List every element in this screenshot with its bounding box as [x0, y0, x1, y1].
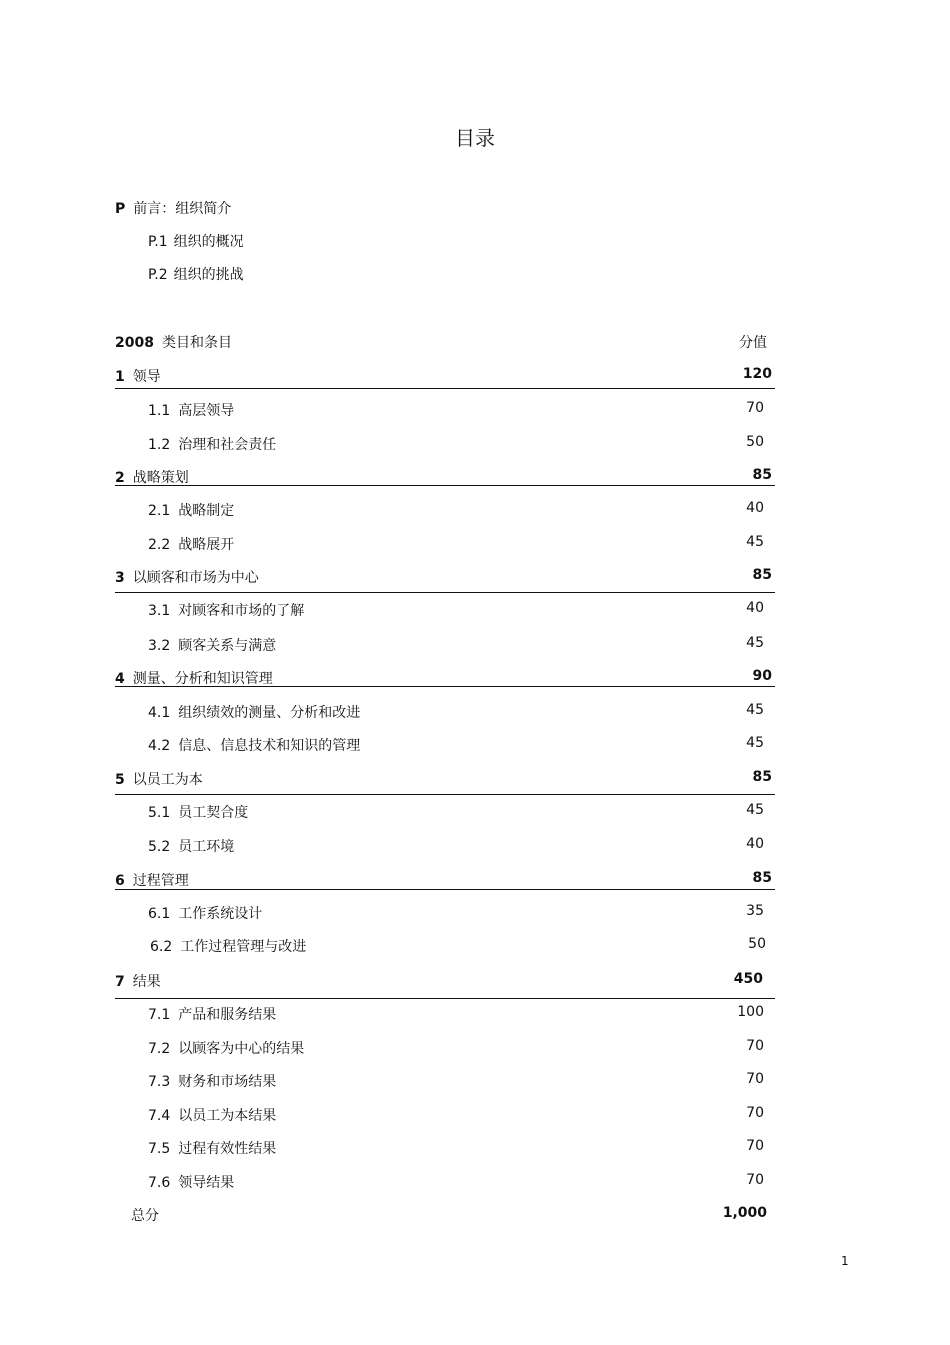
item-number: 4.1: [148, 705, 171, 721]
category-row: [115, 467, 775, 487]
item-number: 7.4: [148, 1108, 171, 1124]
item-text: 战略展开: [178, 537, 235, 553]
header-year: 2008: [115, 335, 154, 351]
item-text: 工作系统设计: [178, 906, 263, 922]
item-row: [148, 635, 768, 655]
category-divider: [115, 485, 775, 486]
item-row: [148, 534, 768, 554]
category-score: 90: [752, 668, 772, 684]
item-number: 2.1: [148, 503, 171, 519]
item-number: 6.2: [150, 939, 173, 955]
item-score: 50: [748, 936, 766, 952]
item-score: 70: [746, 1105, 764, 1121]
item-text: 产品和服务结果: [178, 1007, 277, 1023]
item-score: 45: [746, 735, 764, 751]
item-number: 7.2: [148, 1041, 171, 1057]
preface-item-number: P.2: [148, 267, 168, 283]
item-row: [148, 735, 768, 755]
category-divider: [115, 592, 775, 593]
item-text: 以员工为本结果: [178, 1108, 277, 1124]
preface-label: P: [115, 201, 126, 217]
item-row: [148, 1071, 768, 1091]
item-score: 40: [746, 600, 764, 616]
item-score: 70: [746, 1172, 764, 1188]
preface-item-text: 组织的概况: [173, 234, 244, 250]
item-text: 员工环境: [178, 839, 235, 855]
item-text: 顾客关系与满意: [178, 638, 277, 654]
item-row: [148, 1004, 768, 1024]
item-score: 35: [746, 903, 764, 919]
category-score: 85: [752, 567, 772, 583]
item-number: 5.2: [148, 839, 171, 855]
category-number: 4: [115, 671, 125, 687]
category-text: 结果: [132, 974, 161, 990]
preface-item: [148, 264, 244, 284]
preface-text: 前言：组织简介: [133, 201, 232, 217]
item-number: 2.2: [148, 537, 171, 553]
item-text: 过程有效性结果: [178, 1141, 277, 1157]
item-text: 治理和社会责任: [178, 437, 277, 453]
item-row: [148, 836, 768, 856]
item-number: 6.1: [148, 906, 171, 922]
item-text: 战略制定: [178, 503, 235, 519]
category-number: 7: [115, 974, 125, 990]
category-row: [115, 366, 775, 386]
item-row: [148, 600, 768, 620]
category-row: [115, 870, 775, 890]
category-text: 领导: [132, 369, 161, 385]
category-score: 85: [752, 870, 772, 886]
item-number: 3.1: [148, 603, 171, 619]
preface-item: [148, 231, 244, 251]
preface-item-number: P.1: [148, 234, 168, 250]
item-row: [148, 1172, 768, 1192]
item-row: [148, 1038, 768, 1058]
item-row: [148, 434, 768, 454]
category-divider: [115, 686, 775, 687]
item-number: 4.2: [148, 738, 171, 754]
category-divider: [115, 388, 775, 389]
item-row: [148, 802, 768, 822]
item-score: 70: [746, 1138, 764, 1154]
table-header: [115, 332, 775, 352]
category-text: 过程管理: [132, 873, 189, 889]
category-number: 5: [115, 772, 125, 788]
item-score: 70: [746, 400, 764, 416]
item-score: 40: [746, 836, 764, 852]
category-divider: [115, 889, 775, 890]
item-number: 5.1: [148, 805, 171, 821]
item-number: 3.2: [148, 638, 171, 654]
category-score: 85: [752, 769, 772, 785]
page-title: 目录: [455, 126, 495, 150]
total-score: 1,000: [722, 1205, 767, 1221]
total-text: 总分: [131, 1208, 159, 1224]
item-text: 高层领导: [178, 403, 235, 419]
item-number: 7.1: [148, 1007, 171, 1023]
category-row: [115, 567, 775, 587]
item-row: [150, 936, 770, 956]
item-text: 领导结果: [178, 1175, 235, 1191]
item-text: 对顾客和市场的了解: [178, 603, 305, 619]
category-text: 以顾客和市场为中心: [132, 570, 259, 586]
category-divider: [115, 794, 775, 795]
item-score: 45: [746, 534, 764, 550]
item-text: 以顾客为中心的结果: [178, 1041, 305, 1057]
item-text: 员工契合度: [178, 805, 249, 821]
category-number: 1: [115, 369, 125, 385]
item-score: 100: [737, 1004, 764, 1020]
category-divider: [115, 998, 775, 999]
page-number: 1: [841, 1254, 849, 1268]
category-score: 85: [752, 467, 772, 483]
item-number: 1.2: [148, 437, 171, 453]
item-text: 信息、信息技术和知识的管理: [178, 738, 361, 754]
item-row: [148, 1105, 768, 1125]
header-text: 类目和条目: [161, 335, 232, 351]
category-text: 战略策划: [132, 470, 189, 486]
item-score: 70: [746, 1071, 764, 1087]
item-score: 40: [746, 500, 764, 516]
category-row: [115, 668, 775, 688]
category-row: [115, 971, 775, 991]
preface-item-text: 组织的挑战: [173, 267, 244, 283]
item-row: [148, 1138, 768, 1158]
item-score: 45: [746, 702, 764, 718]
category-text: 测量、分析和知识管理: [132, 671, 273, 687]
category-text: 以员工为本: [132, 772, 203, 788]
item-text: 财务和市场结果: [178, 1074, 277, 1090]
item-row: [148, 903, 768, 923]
item-score: 45: [746, 802, 764, 818]
preface-heading: [115, 198, 231, 218]
item-row: [148, 702, 768, 722]
category-number: 6: [115, 873, 125, 889]
item-number: 7.3: [148, 1074, 171, 1090]
item-number: 7.5: [148, 1141, 171, 1157]
item-score: 70: [746, 1038, 764, 1054]
item-number: 1.1: [148, 403, 171, 419]
category-number: 2: [115, 470, 125, 486]
item-row: [148, 500, 768, 520]
category-number: 3: [115, 570, 125, 586]
category-row: [115, 769, 775, 789]
item-text: 工作过程管理与改进: [180, 939, 307, 955]
category-score: 450: [733, 971, 763, 987]
item-text: 组织绩效的测量、分析和改进: [178, 705, 361, 721]
item-row: [148, 400, 768, 420]
total-row: [131, 1205, 768, 1225]
item-number: 7.6: [148, 1175, 171, 1191]
item-score: 50: [746, 434, 764, 450]
header-score-label: 分值: [739, 335, 767, 351]
category-score: 120: [742, 366, 772, 382]
item-score: 45: [746, 635, 764, 651]
